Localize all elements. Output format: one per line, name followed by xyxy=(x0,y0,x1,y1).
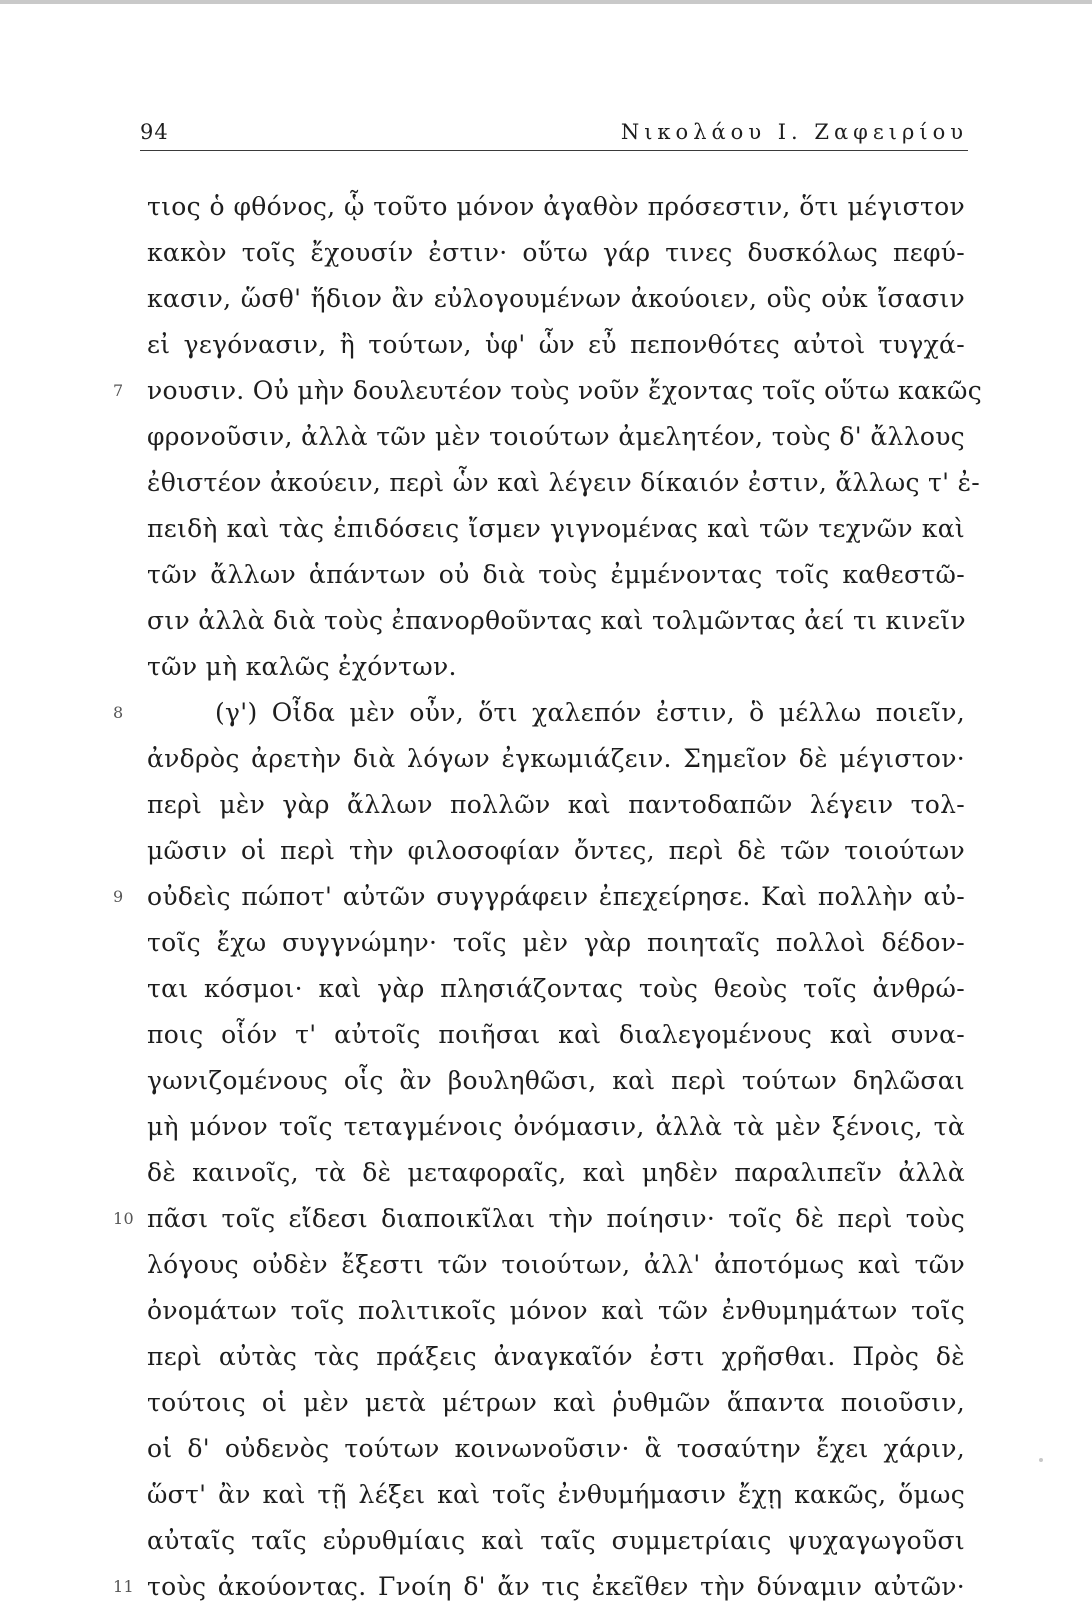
text-line xyxy=(113,1196,965,1242)
body-text xyxy=(113,184,983,1610)
text-line xyxy=(147,460,981,506)
text-line xyxy=(147,184,965,230)
margin-section-number: 8 xyxy=(113,703,124,722)
line-text: εἰ γεγόνασιν, ἢ τούτων, ὑφ' ὧν εὖ πεπονθότες αὐτοὶ τυγχά- xyxy=(147,330,965,359)
line-text: λόγους οὐδὲν ἔξεστι τῶν τοιούτων, ἀλλ' ἀποτόμως καὶ τῶν xyxy=(147,1250,965,1279)
text-line xyxy=(147,1380,965,1426)
text-line xyxy=(147,1242,965,1288)
margin-section-number: 9 xyxy=(113,887,124,906)
text-line xyxy=(147,1288,965,1334)
text-line xyxy=(147,1426,965,1472)
line-text: περὶ μὲν γὰρ ἄλλων πολλῶν καὶ παντοδαπῶν λέγειν τολ- xyxy=(147,790,965,819)
margin-section-number: 10 xyxy=(113,1209,134,1228)
text-line xyxy=(147,736,965,782)
text-line xyxy=(147,1518,965,1564)
text-line xyxy=(147,1334,965,1380)
running-head: Νικολάου Ι. Ζαφειρίου xyxy=(620,120,968,144)
line-text: τοὺς ἀκούοντας. Γνοίη δ' ἄν τις ἐκεῖθεν τὴν δύναμιν αὐτῶν· xyxy=(147,1572,965,1601)
text-line xyxy=(113,368,983,414)
line-text: αὐταῖς ταῖς εὐρυθμίαις καὶ ταῖς συμμετρίαις ψυχαγωγοῦσι xyxy=(147,1526,965,1555)
header-rule xyxy=(140,150,968,151)
line-text: κασιν, ὥσθ' ἥδιον ἂν εὐλογουμένων ἀκούοιεν, οὓς οὐκ ἴσασιν xyxy=(147,284,965,313)
line-text: μῶσιν οἱ περὶ τὴν φιλοσοφίαν ὄντες, περὶ δὲ τῶν τοιούτων xyxy=(147,836,965,865)
line-text: τῶν μὴ καλῶς ἐχόντων. xyxy=(147,652,457,681)
line-text: οὐδεὶς πώποτ' αὐτῶν συγγράφειν ἐπεχείρησε. Καὶ πολλὴν αὐ- xyxy=(147,882,965,911)
text-line xyxy=(147,1150,965,1196)
line-text: τῶν ἄλλων ἁπάντων οὐ διὰ τοὺς ἐμμένοντας τοῖς καθεστῶ- xyxy=(147,560,965,589)
line-text: ὥστ' ἂν καὶ τῇ λέξει καὶ τοῖς ἐνθυμήμασιν ἔχῃ κακῶς, ὅμως xyxy=(147,1480,965,1509)
line-text: γωνιζομένους οἷς ἂν βουληθῶσι, καὶ περὶ τούτων δηλῶσαι xyxy=(147,1066,965,1095)
line-text: οἱ δ' οὐδενὸς τούτων κοινωνοῦσιν· ἃ τοσαύτην ἔχει χάριν, xyxy=(147,1434,965,1463)
text-line xyxy=(147,414,965,460)
line-text: δὲ καινοῖς, τὰ δὲ μεταφοραῖς, καὶ μηδὲν παραλιπεῖν ἀλλὰ xyxy=(147,1158,965,1187)
text-line xyxy=(113,874,965,920)
text-line xyxy=(147,782,965,828)
line-text: πειδὴ καὶ τὰς ἐπιδόσεις ἴσμεν γιγνομένας καὶ τῶν τεχνῶν καὶ xyxy=(147,514,965,543)
text-line xyxy=(147,966,965,1012)
scan-top-edge xyxy=(0,0,1092,4)
text-line xyxy=(147,828,965,874)
line-text: ὀνομάτων τοῖς πολιτικοῖς μόνον καὶ τῶν ἐνθυμημάτων τοῖς xyxy=(147,1296,965,1325)
line-text: ἀνδρὸς ἀρετὴν διὰ λόγων ἐγκωμιάζειν. Σημεῖον δὲ μέγιστον· xyxy=(147,744,965,773)
line-text: ται κόσμοι· καὶ γὰρ πλησιάζοντας τοὺς θεοὺς τοῖς ἀνθρώ- xyxy=(147,974,965,1003)
page-header xyxy=(140,112,968,152)
line-text: ποις οἷόν τ' αὐτοῖς ποιῆσαι καὶ διαλεγομένους καὶ συνα- xyxy=(147,1020,965,1049)
line-text: φρονοῦσιν, ἀλλὰ τῶν μὲν τοιούτων ἀμελητέον, τοὺς δ' ἄλλους xyxy=(147,422,965,451)
text-line xyxy=(147,1472,965,1518)
text-line xyxy=(147,1058,965,1104)
line-text: περὶ αὐτὰς τὰς πράξεις ἀναγκαῖόν ἐστι χρῆσθαι. Πρὸς δὲ xyxy=(147,1342,965,1371)
page-number: 94 xyxy=(140,120,169,144)
line-text: τιος ὁ φθόνος, ᾧ τοῦτο μόνον ἀγαθὸν πρόσεστιν, ὅτι μέγιστον xyxy=(147,192,965,221)
margin-section-number: 7 xyxy=(113,381,124,400)
line-text: μὴ μόνον τοῖς τεταγμένοις ὀνόμασιν, ἀλλὰ τὰ μὲν ξένοις, τὰ xyxy=(147,1112,965,1141)
scan-speck xyxy=(1039,1458,1043,1462)
text-line xyxy=(113,690,965,736)
line-text: τοῖς ἔχω συγγνώμην· τοῖς μὲν γὰρ ποιηταῖς πολλοὶ δέδον- xyxy=(147,928,965,957)
text-line xyxy=(147,1104,965,1150)
line-text: (γ') Οἶδα μὲν οὖν, ὅτι χαλεπόν ἐστιν, ὃ μέλλω ποιεῖν, xyxy=(215,698,965,727)
line-text: νουσιν. Οὐ μὴν δουλευτέον τοὺς νοῦν ἔχοντας τοῖς οὕτω κακῶς xyxy=(147,376,983,405)
text-line xyxy=(147,276,965,322)
margin-section-number: 11 xyxy=(113,1577,134,1596)
line-text: ἐθιστέον ἀκούειν, περὶ ὧν καὶ λέγειν δίκαιόν ἐστιν, ἄλλως τ' ἐ- xyxy=(147,468,981,497)
text-line xyxy=(147,1012,965,1058)
text-line xyxy=(147,322,965,368)
text-line xyxy=(147,598,965,644)
text-line xyxy=(147,552,965,598)
text-line xyxy=(113,1564,965,1610)
text-line xyxy=(147,230,965,276)
line-text: πᾶσι τοῖς εἴδεσι διαποικῖλαι τὴν ποίησιν· τοῖς δὲ περὶ τοὺς xyxy=(147,1204,965,1233)
text-line xyxy=(147,920,965,966)
line-text: τούτοις οἱ μὲν μετὰ μέτρων καὶ ῥυθμῶν ἅπαντα ποιοῦσιν, xyxy=(147,1388,965,1417)
text-line xyxy=(147,506,965,552)
line-text: κακὸν τοῖς ἔχουσίν ἐστιν· οὕτω γάρ τινες δυσκόλως πεφύ- xyxy=(147,238,965,267)
line-text: σιν ἀλλὰ διὰ τοὺς ἐπανορθοῦντας καὶ τολμῶντας ἀεί τι κινεῖν xyxy=(147,606,966,635)
text-line xyxy=(147,644,965,690)
